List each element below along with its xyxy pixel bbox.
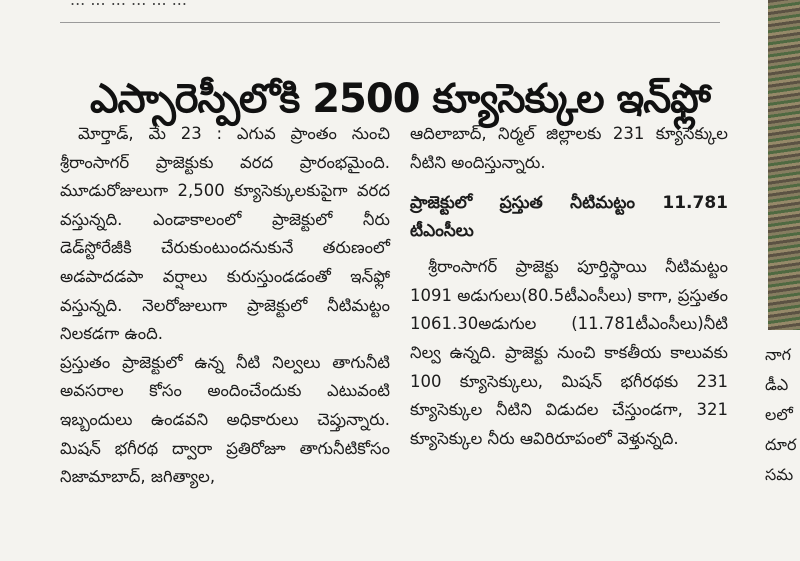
article-paragraph: శ్రీరాంసాగర్ ప్రాజెక్టు పూర్తిస్థాయి నీటిమట్టం 1091 అడుగులు(80.5టీఎంసీలు) కాగా, ప్రస్తుతం 1061.30అడుగుల (11.781టీఎంసీలు)నీటి నిల్వ ఉన్నది. ప్రాజెక్టు నుంచి కాకతీయ కాలువకు 100 క్యూసెక్కులు, మిషన్ భగీరథకు 231 క్యూసెక్కుల నీటిని విడుదల చేస్తుండగా, 321 క్యూసెక్కుల నీరు ఆవిరిరూపంలో వెళ్తున్నది.	[410, 257, 728, 448]
caption-line: నాగ	[765, 345, 791, 364]
article-column-right	[410, 120, 728, 453]
article-paragraph: ప్రస్తుతం ప్రాజెక్టులో ఉన్న నీటి నిల్వలు తాగునీటి అవసరాల కోసం అందించేందుకు ఎటువంటి ఇబ్బందులు ఉండవని అధికారులు చెప్తున్నారు. మిషన్ భగీరథ ద్వారా ప్రతిరోజూ తాగునీటికోసం నిజామాబాద్, జగిత్యాల,	[60, 352, 390, 487]
caption-line: డీఎ	[765, 375, 789, 394]
article-paragraph: మోర్తాడ్, మే 23 : ఎగువ ప్రాంతం నుంచి శ్రీరాంసాగర్ ప్రాజెక్టుకు వరద ప్రారంభమైంది. మూడురోజులుగా 2,500 క్యూసెక్కులకుపైగా వరద వస్తున్నది. ఎండాకాలంలో ప్రాజెక్టులో నీరు డెడ్‌స్టోరేజీకి చేరుకుంటుందనుకునే తరుణంలో అడపాదడపా వర్షాలు కురుస్తుండడంతో ఇన్‌ఫ్లో వస్తున్నది. నెలరోజులుగా ప్రాజెక్టులో నీటిమట్టం నిలకడగా ఉంది.	[60, 124, 390, 344]
divider	[60, 22, 720, 23]
page-title: ఎస్సారెస్పీలోకి 2500 క్యూసెక్కుల ఇన్‌ఫ్లో	[90, 75, 710, 122]
caption-line: దూర	[765, 435, 797, 454]
caption-line: లలో	[765, 405, 793, 424]
article-photo	[768, 0, 800, 330]
adjacent-article-fragment	[765, 340, 800, 490]
article-column-left	[60, 120, 390, 492]
caption-line: సమ	[765, 465, 794, 484]
article-paragraph: ఆదిలాబాద్, నిర్మల్ జిల్లాలకు 231 క్యూసెక్కుల నీటిని అందిస్తున్నారు.	[410, 124, 728, 172]
article-subheading: ప్రాజెక్టులో ప్రస్తుత నీటిమట్టం 11.781 టీఎంసీలు	[410, 193, 728, 242]
previous-article-tail	[70, 0, 710, 10]
